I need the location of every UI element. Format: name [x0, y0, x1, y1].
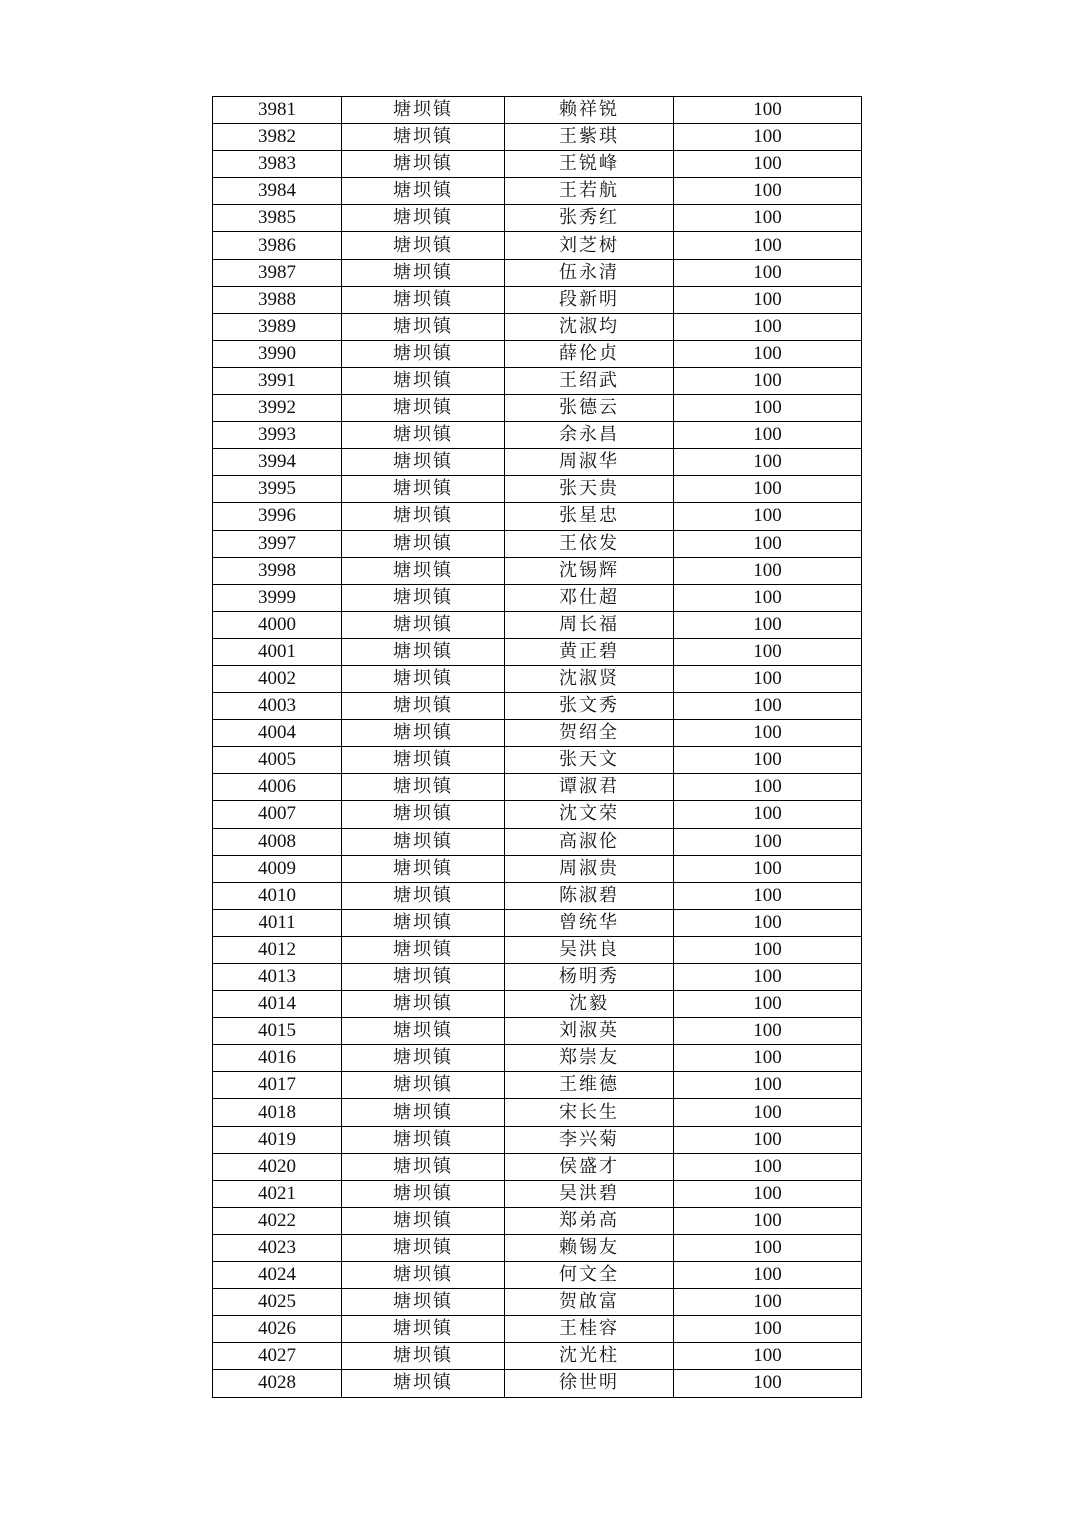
row-number-cell: 4012 — [213, 936, 342, 963]
person-name-cell: 徐世明 — [505, 1370, 674, 1397]
amount-cell: 100 — [674, 801, 862, 828]
town-cell: 塘坝镇 — [342, 1207, 505, 1234]
person-name-cell: 侯盛才 — [505, 1153, 674, 1180]
town-cell: 塘坝镇 — [342, 313, 505, 340]
row-number-cell: 4014 — [213, 991, 342, 1018]
town-cell: 塘坝镇 — [342, 503, 505, 530]
person-name-cell: 张天文 — [505, 747, 674, 774]
amount-cell: 100 — [674, 232, 862, 259]
table-row — [213, 205, 862, 232]
amount-cell: 100 — [674, 340, 862, 367]
table-row — [213, 1153, 862, 1180]
person-name-cell: 刘淑英 — [505, 1018, 674, 1045]
row-number-cell: 3999 — [213, 584, 342, 611]
table-row — [213, 747, 862, 774]
table-row — [213, 367, 862, 394]
amount-cell: 100 — [674, 476, 862, 503]
person-name-cell: 王若航 — [505, 178, 674, 205]
row-number-cell: 3991 — [213, 367, 342, 394]
town-cell: 塘坝镇 — [342, 1343, 505, 1370]
roster-table-body — [213, 97, 862, 1398]
table-row — [213, 286, 862, 313]
person-name-cell: 沈淑均 — [505, 313, 674, 340]
town-cell: 塘坝镇 — [342, 367, 505, 394]
amount-cell: 100 — [674, 665, 862, 692]
person-name-cell: 刘芝树 — [505, 232, 674, 259]
row-number-cell: 3987 — [213, 259, 342, 286]
town-cell: 塘坝镇 — [342, 720, 505, 747]
row-number-cell: 4024 — [213, 1262, 342, 1289]
town-cell: 塘坝镇 — [342, 124, 505, 151]
amount-cell: 100 — [674, 1153, 862, 1180]
row-number-cell: 3985 — [213, 205, 342, 232]
row-number-cell: 4028 — [213, 1370, 342, 1397]
amount-cell: 100 — [674, 97, 862, 124]
table-row — [213, 1018, 862, 1045]
person-name-cell: 周淑华 — [505, 449, 674, 476]
row-number-cell: 4010 — [213, 882, 342, 909]
person-name-cell: 张文秀 — [505, 693, 674, 720]
town-cell: 塘坝镇 — [342, 1289, 505, 1316]
row-number-cell: 4026 — [213, 1316, 342, 1343]
town-cell: 塘坝镇 — [342, 395, 505, 422]
town-cell: 塘坝镇 — [342, 991, 505, 1018]
table-row — [213, 693, 862, 720]
row-number-cell: 4020 — [213, 1153, 342, 1180]
row-number-cell: 4001 — [213, 638, 342, 665]
person-name-cell: 贺啟富 — [505, 1289, 674, 1316]
amount-cell: 100 — [674, 1045, 862, 1072]
row-number-cell: 4009 — [213, 855, 342, 882]
row-number-cell: 4025 — [213, 1289, 342, 1316]
row-number-cell: 3998 — [213, 557, 342, 584]
amount-cell: 100 — [674, 530, 862, 557]
amount-cell: 100 — [674, 395, 862, 422]
row-number-cell: 4013 — [213, 964, 342, 991]
amount-cell: 100 — [674, 1072, 862, 1099]
row-number-cell: 3981 — [213, 97, 342, 124]
person-name-cell: 赖祥锐 — [505, 97, 674, 124]
town-cell: 塘坝镇 — [342, 964, 505, 991]
row-number-cell: 4027 — [213, 1343, 342, 1370]
person-name-cell: 王锐峰 — [505, 151, 674, 178]
table-row — [213, 557, 862, 584]
table-row — [213, 801, 862, 828]
table-row — [213, 828, 862, 855]
town-cell: 塘坝镇 — [342, 205, 505, 232]
town-cell: 塘坝镇 — [342, 855, 505, 882]
table-row — [213, 97, 862, 124]
amount-cell: 100 — [674, 1126, 862, 1153]
row-number-cell: 3992 — [213, 395, 342, 422]
table-row — [213, 151, 862, 178]
row-number-cell: 4011 — [213, 909, 342, 936]
amount-cell: 100 — [674, 882, 862, 909]
row-number-cell: 4006 — [213, 774, 342, 801]
table-row — [213, 1126, 862, 1153]
person-name-cell: 曾统华 — [505, 909, 674, 936]
person-name-cell: 王绍武 — [505, 367, 674, 394]
row-number-cell: 4023 — [213, 1234, 342, 1261]
table-row — [213, 882, 862, 909]
amount-cell: 100 — [674, 1099, 862, 1126]
table-row — [213, 1045, 862, 1072]
table-row — [213, 1370, 862, 1397]
town-cell: 塘坝镇 — [342, 151, 505, 178]
person-name-cell: 余永昌 — [505, 422, 674, 449]
person-name-cell: 薛伦贞 — [505, 340, 674, 367]
table-row — [213, 1072, 862, 1099]
amount-cell: 100 — [674, 584, 862, 611]
amount-cell: 100 — [674, 557, 862, 584]
amount-cell: 100 — [674, 720, 862, 747]
town-cell: 塘坝镇 — [342, 774, 505, 801]
person-name-cell: 沈淑贤 — [505, 665, 674, 692]
person-name-cell: 吴洪良 — [505, 936, 674, 963]
amount-cell: 100 — [674, 1289, 862, 1316]
person-name-cell: 伍永清 — [505, 259, 674, 286]
amount-cell: 100 — [674, 178, 862, 205]
amount-cell: 100 — [674, 205, 862, 232]
person-name-cell: 吴洪碧 — [505, 1180, 674, 1207]
amount-cell: 100 — [674, 909, 862, 936]
table-row — [213, 1234, 862, 1261]
town-cell: 塘坝镇 — [342, 747, 505, 774]
row-number-cell: 3997 — [213, 530, 342, 557]
amount-cell: 100 — [674, 936, 862, 963]
row-number-cell: 4007 — [213, 801, 342, 828]
town-cell: 塘坝镇 — [342, 936, 505, 963]
row-number-cell: 4008 — [213, 828, 342, 855]
table-row — [213, 449, 862, 476]
person-name-cell: 张星忠 — [505, 503, 674, 530]
table-row — [213, 1207, 862, 1234]
town-cell: 塘坝镇 — [342, 828, 505, 855]
table-row — [213, 232, 862, 259]
roster-table — [212, 96, 862, 1398]
table-row — [213, 1262, 862, 1289]
row-number-cell: 4019 — [213, 1126, 342, 1153]
row-number-cell: 4021 — [213, 1180, 342, 1207]
row-number-cell: 3983 — [213, 151, 342, 178]
table-row — [213, 584, 862, 611]
amount-cell: 100 — [674, 774, 862, 801]
table-row — [213, 1099, 862, 1126]
row-number-cell: 3986 — [213, 232, 342, 259]
person-name-cell: 沈光柱 — [505, 1343, 674, 1370]
table-row — [213, 1343, 862, 1370]
town-cell: 塘坝镇 — [342, 1126, 505, 1153]
town-cell: 塘坝镇 — [342, 476, 505, 503]
table-row — [213, 665, 862, 692]
amount-cell: 100 — [674, 611, 862, 638]
town-cell: 塘坝镇 — [342, 259, 505, 286]
person-name-cell: 王桂容 — [505, 1316, 674, 1343]
town-cell: 塘坝镇 — [342, 178, 505, 205]
town-cell: 塘坝镇 — [342, 340, 505, 367]
person-name-cell: 陈淑碧 — [505, 882, 674, 909]
row-number-cell: 4017 — [213, 1072, 342, 1099]
amount-cell: 100 — [674, 367, 862, 394]
amount-cell: 100 — [674, 259, 862, 286]
table-row — [213, 395, 862, 422]
town-cell: 塘坝镇 — [342, 665, 505, 692]
town-cell: 塘坝镇 — [342, 693, 505, 720]
person-name-cell: 宋长生 — [505, 1099, 674, 1126]
person-name-cell: 周淑贵 — [505, 855, 674, 882]
table-row — [213, 313, 862, 340]
amount-cell: 100 — [674, 964, 862, 991]
person-name-cell: 王依发 — [505, 530, 674, 557]
row-number-cell: 3990 — [213, 340, 342, 367]
town-cell: 塘坝镇 — [342, 1018, 505, 1045]
table-row — [213, 124, 862, 151]
town-cell: 塘坝镇 — [342, 1180, 505, 1207]
row-number-cell: 3995 — [213, 476, 342, 503]
person-name-cell: 郑弟高 — [505, 1207, 674, 1234]
person-name-cell: 张德云 — [505, 395, 674, 422]
table-row — [213, 611, 862, 638]
town-cell: 塘坝镇 — [342, 638, 505, 665]
town-cell: 塘坝镇 — [342, 530, 505, 557]
person-name-cell: 邓仕超 — [505, 584, 674, 611]
row-number-cell: 3982 — [213, 124, 342, 151]
amount-cell: 100 — [674, 503, 862, 530]
row-number-cell: 3988 — [213, 286, 342, 313]
person-name-cell: 周长福 — [505, 611, 674, 638]
amount-cell: 100 — [674, 693, 862, 720]
person-name-cell: 张天贵 — [505, 476, 674, 503]
row-number-cell: 4022 — [213, 1207, 342, 1234]
town-cell: 塘坝镇 — [342, 97, 505, 124]
person-name-cell: 沈文荣 — [505, 801, 674, 828]
town-cell: 塘坝镇 — [342, 286, 505, 313]
town-cell: 塘坝镇 — [342, 1316, 505, 1343]
town-cell: 塘坝镇 — [342, 801, 505, 828]
table-row — [213, 340, 862, 367]
town-cell: 塘坝镇 — [342, 1099, 505, 1126]
table-row — [213, 259, 862, 286]
amount-cell: 100 — [674, 449, 862, 476]
table-row — [213, 855, 862, 882]
person-name-cell: 何文全 — [505, 1262, 674, 1289]
amount-cell: 100 — [674, 1180, 862, 1207]
table-row — [213, 936, 862, 963]
table-row — [213, 1289, 862, 1316]
person-name-cell: 高淑伦 — [505, 828, 674, 855]
amount-cell: 100 — [674, 828, 862, 855]
table-row — [213, 720, 862, 747]
town-cell: 塘坝镇 — [342, 232, 505, 259]
town-cell: 塘坝镇 — [342, 909, 505, 936]
town-cell: 塘坝镇 — [342, 449, 505, 476]
town-cell: 塘坝镇 — [342, 1072, 505, 1099]
amount-cell: 100 — [674, 638, 862, 665]
person-name-cell: 赖锡友 — [505, 1234, 674, 1261]
amount-cell: 100 — [674, 747, 862, 774]
row-number-cell: 4004 — [213, 720, 342, 747]
amount-cell: 100 — [674, 1207, 862, 1234]
town-cell: 塘坝镇 — [342, 1045, 505, 1072]
table-row — [213, 991, 862, 1018]
amount-cell: 100 — [674, 286, 862, 313]
row-number-cell: 4016 — [213, 1045, 342, 1072]
table-row — [213, 422, 862, 449]
town-cell: 塘坝镇 — [342, 584, 505, 611]
person-name-cell: 张秀红 — [505, 205, 674, 232]
table-row — [213, 774, 862, 801]
table-row — [213, 178, 862, 205]
table-row — [213, 964, 862, 991]
row-number-cell: 4003 — [213, 693, 342, 720]
row-number-cell: 4018 — [213, 1099, 342, 1126]
person-name-cell: 谭淑君 — [505, 774, 674, 801]
person-name-cell: 郑崇友 — [505, 1045, 674, 1072]
amount-cell: 100 — [674, 1262, 862, 1289]
row-number-cell: 3994 — [213, 449, 342, 476]
table-row — [213, 530, 862, 557]
row-number-cell: 4002 — [213, 665, 342, 692]
town-cell: 塘坝镇 — [342, 1234, 505, 1261]
table-row — [213, 909, 862, 936]
amount-cell: 100 — [674, 1234, 862, 1261]
amount-cell: 100 — [674, 1018, 862, 1045]
person-name-cell: 李兴菊 — [505, 1126, 674, 1153]
person-name-cell: 王维德 — [505, 1072, 674, 1099]
table-row — [213, 476, 862, 503]
amount-cell: 100 — [674, 1370, 862, 1397]
person-name-cell: 贺绍全 — [505, 720, 674, 747]
amount-cell: 100 — [674, 151, 862, 178]
town-cell: 塘坝镇 — [342, 1262, 505, 1289]
town-cell: 塘坝镇 — [342, 611, 505, 638]
person-name-cell: 沈毅 — [505, 991, 674, 1018]
table-row — [213, 638, 862, 665]
amount-cell: 100 — [674, 1343, 862, 1370]
town-cell: 塘坝镇 — [342, 882, 505, 909]
amount-cell: 100 — [674, 991, 862, 1018]
table-row — [213, 1316, 862, 1343]
person-name-cell: 黄正碧 — [505, 638, 674, 665]
table-row — [213, 503, 862, 530]
town-cell: 塘坝镇 — [342, 1153, 505, 1180]
amount-cell: 100 — [674, 422, 862, 449]
row-number-cell: 3996 — [213, 503, 342, 530]
town-cell: 塘坝镇 — [342, 1370, 505, 1397]
person-name-cell: 沈锡辉 — [505, 557, 674, 584]
table-row — [213, 1180, 862, 1207]
town-cell: 塘坝镇 — [342, 422, 505, 449]
person-name-cell: 段新明 — [505, 286, 674, 313]
person-name-cell: 杨明秀 — [505, 964, 674, 991]
row-number-cell: 3989 — [213, 313, 342, 340]
amount-cell: 100 — [674, 855, 862, 882]
amount-cell: 100 — [674, 1316, 862, 1343]
row-number-cell: 3993 — [213, 422, 342, 449]
town-cell: 塘坝镇 — [342, 557, 505, 584]
row-number-cell: 4005 — [213, 747, 342, 774]
row-number-cell: 4015 — [213, 1018, 342, 1045]
row-number-cell: 3984 — [213, 178, 342, 205]
amount-cell: 100 — [674, 313, 862, 340]
row-number-cell: 4000 — [213, 611, 342, 638]
person-name-cell: 王紫琪 — [505, 124, 674, 151]
amount-cell: 100 — [674, 124, 862, 151]
